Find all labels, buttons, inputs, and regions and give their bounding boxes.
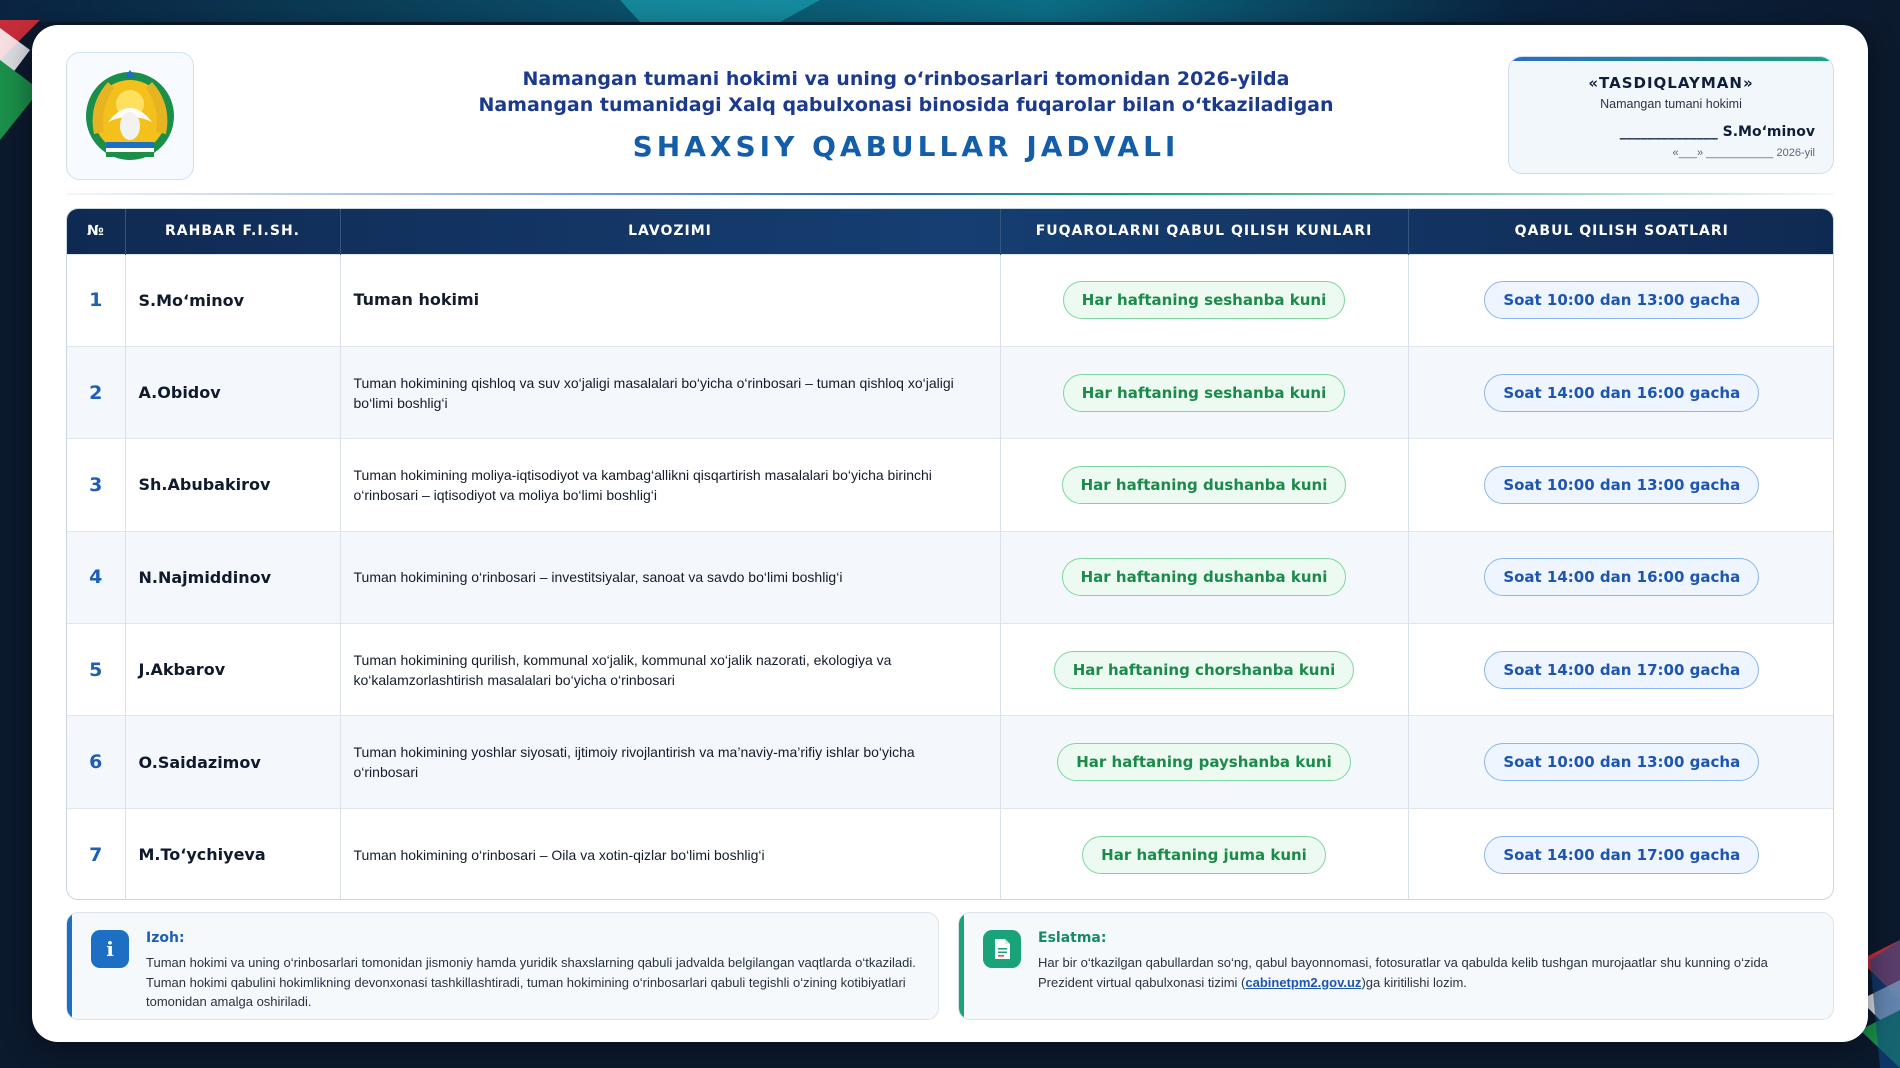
note-info-body: Tuman hokimi va uning o‘rinbosarlari tomonidan jismoniy hamda yuridik shaxslarning qabuli jadvalda belgilangan vaqtlarda o‘tkaziladi. Tuman hokimi qabulini hokimlikning devonxonasi tashkillashtiradi, tuman hokimining o‘rinbosarlari qabuli tegishli o‘zining kotibiyatlari tomonidan amalga oshiriladi. (146, 955, 916, 1009)
note-info-stripe (67, 913, 72, 1019)
day-badge: Har haftaning dushanba kuni (1062, 466, 1347, 504)
document-icon (983, 930, 1021, 968)
row-number: 7 (67, 808, 125, 900)
column-header-days: FUQAROLARNI QABUL QILISH KUNLARI (1000, 209, 1408, 254)
note-reminder-title: Eslatma: (1038, 930, 1107, 946)
row-day-cell (1000, 346, 1408, 438)
row-position: Tuman hokimi (340, 254, 1000, 346)
note-reminder-body (1038, 953, 1815, 992)
row-name: A.Obidov (125, 346, 340, 438)
note-reminder-text-before: Har bir o‘tkazilgan qabullardan so‘ng, qabul bayonnomasi, fotosuratlar va qabulda kelib tushgan murojaatlar shu kunning o‘zida Prezident virtual qabulxonasi tizimi ( (1038, 955, 1768, 990)
row-time-cell (1408, 254, 1834, 346)
row-position: Tuman hokimining qurilish, kommunal xo‘jalik, kommunal xo‘jalik nazorati, ekologiya va ko‘kalamzorlashtirish masalalari bo‘yicha o‘rinbosari (340, 624, 1000, 716)
table-header-row (67, 209, 1834, 254)
schedule-card (32, 25, 1868, 1042)
page-title: SHAXSIY QABULLAR JADVALI (632, 130, 1180, 163)
time-badge: Soat 14:00 dan 16:00 gacha (1484, 558, 1759, 596)
row-time-cell (1408, 439, 1834, 531)
row-time-cell (1408, 808, 1834, 900)
day-badge: Har haftaning seshanba kuni (1063, 281, 1345, 319)
column-header-position: LAVOZIMI (340, 209, 1000, 254)
note-reminder-stripe (959, 913, 964, 1019)
time-badge: Soat 14:00 dan 17:00 gacha (1484, 836, 1759, 874)
header (332, 66, 1480, 163)
table-row (67, 254, 1834, 346)
portal-link[interactable]: cabinetpm2.gov.uz (1245, 974, 1362, 990)
time-badge: Soat 14:00 dan 16:00 gacha (1484, 374, 1759, 412)
approval-subtitle: Namangan tumani hokimi (1600, 97, 1742, 111)
document-icon-glyph (992, 938, 1012, 960)
note-info (66, 912, 939, 1020)
row-day-cell (1000, 531, 1408, 623)
row-position: Tuman hokimining yoshlar siyosati, ijtimoiy rivojlantirish va ma’naviy-ma’rifiy ishlar bo‘yicha o‘rinbosari (340, 716, 1000, 808)
header-line-2: Namangan tumanidagi Xalq qabulxonasi binosida fuqarolar bilan o‘tkaziladigan (478, 94, 1334, 116)
approval-accent-bar (1509, 57, 1833, 61)
day-badge: Har haftaning seshanba kuni (1063, 374, 1345, 412)
row-time-cell (1408, 531, 1834, 623)
table-row (67, 808, 1834, 900)
row-number: 6 (67, 716, 125, 808)
note-info-title: Izoh: (146, 930, 185, 946)
row-position: Tuman hokimining qishloq va suv xo‘jaligi masalalari bo‘yicha o‘rinbosari – tuman qishloq xo‘jaligi bo‘limi boshlig‘i (340, 346, 1000, 438)
row-day-cell (1000, 254, 1408, 346)
column-header-name: RAHBAR F.I.SH. (125, 209, 340, 254)
row-number: 2 (67, 346, 125, 438)
row-name: M.To‘ychiyeva (125, 808, 340, 900)
info-icon: i (91, 930, 129, 968)
row-day-cell (1000, 439, 1408, 531)
row-position: Tuman hokimining o‘rinbosari – Oila va xotin-qizlar bo‘limi boshlig‘i (340, 808, 1000, 900)
row-number: 4 (67, 531, 125, 623)
approval-box (1508, 56, 1834, 174)
time-badge: Soat 10:00 dan 13:00 gacha (1484, 466, 1759, 504)
column-header-hours: QABUL QILISH SOATLARI (1514, 223, 1729, 240)
row-time-cell (1408, 716, 1834, 808)
column-header-number: № (67, 209, 125, 254)
time-badge: Soat 14:00 dan 17:00 gacha (1484, 651, 1759, 689)
row-day-cell (1000, 624, 1408, 716)
row-position: Tuman hokimining o‘rinbosari – investitsiyalar, sanoat va savdo bo‘limi boshlig‘i (340, 531, 1000, 623)
row-name: J.Akbarov (125, 624, 340, 716)
row-name: Sh.Abubakirov (125, 439, 340, 531)
row-name: S.Mo‘minov (125, 254, 340, 346)
row-time-cell (1408, 624, 1834, 716)
approval-signature: ______________ S.Mo‘minov (1619, 124, 1815, 140)
state-emblem-icon (78, 64, 182, 168)
row-time-cell (1408, 346, 1834, 438)
table-row (67, 346, 1834, 438)
time-badge: Soat 10:00 dan 13:00 gacha (1484, 743, 1759, 781)
row-name: N.Najmiddinov (125, 531, 340, 623)
schedule-table (66, 208, 1834, 900)
row-number: 3 (67, 439, 125, 531)
row-name: O.Saidazimov (125, 716, 340, 808)
row-day-cell (1000, 808, 1408, 900)
day-badge: Har haftaning chorshanba kuni (1054, 651, 1355, 689)
day-badge: Har haftaning payshanba kuni (1057, 743, 1351, 781)
table-row (67, 624, 1834, 716)
header-line-1: Namangan tumani hokimi va uning o‘rinbosarlari tomonidan 2026-yilda (522, 68, 1290, 90)
table-row (67, 531, 1834, 623)
approval-date: «___» ___________ 2026-yil (1672, 147, 1815, 159)
day-badge: Har haftaning dushanba kuni (1062, 558, 1347, 596)
note-reminder-text-after: )ga kiritilishi lozim. (1361, 974, 1467, 990)
table-row (67, 716, 1834, 808)
approval-title: «TASDIQLAYMAN» (1588, 74, 1754, 92)
header-divider (66, 193, 1834, 195)
row-position: Tuman hokimining moliya-iqtisodiyot va kambag‘allikni qisqartirish masalalari bo‘yicha birinchi o‘rinbosari – iqtisodiyot va moliya bo‘limi boshlig‘i (340, 439, 1000, 531)
note-reminder (958, 912, 1834, 1020)
time-badge: Soat 10:00 dan 13:00 gacha (1484, 281, 1759, 319)
row-day-cell (1000, 716, 1408, 808)
day-badge: Har haftaning juma kuni (1082, 836, 1326, 874)
row-number: 5 (67, 624, 125, 716)
emblem-box (66, 52, 194, 180)
row-number: 1 (67, 254, 125, 346)
table-row (67, 439, 1834, 531)
